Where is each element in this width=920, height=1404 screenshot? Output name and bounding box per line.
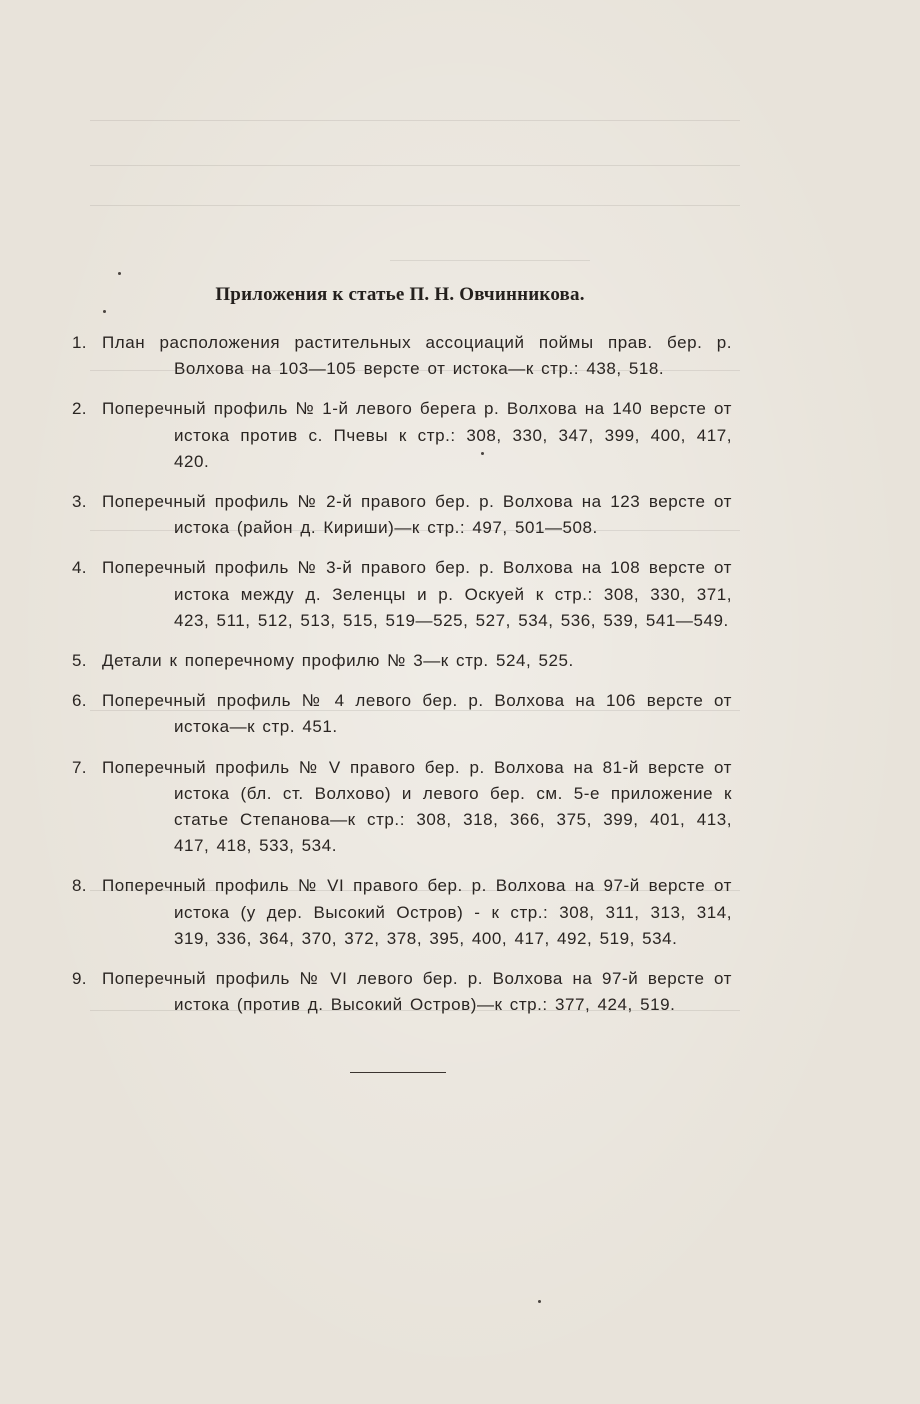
item-number: 1.	[72, 333, 87, 352]
item-text: Поперечный профиль № 1-й левого берега р. Волхова на 140 версте от истока против с. Пчевы к стр.: 308, 330, 347, 399, 400, 417, 420.	[102, 399, 732, 471]
list-item	[72, 648, 732, 674]
paper-speck	[103, 310, 106, 313]
item-number: 5.	[72, 651, 87, 671]
item-number: 4.	[72, 558, 87, 578]
item-number: 6.	[72, 691, 87, 711]
list-item	[72, 396, 732, 475]
list-item	[72, 688, 732, 740]
item-text: Детали к поперечному профилю № 3—к стр. 524, 525.	[102, 651, 574, 671]
item-text: Поперечный профиль № 3-й правого бер. р. Волхова на 108 версте от истока между д. Зеленцы и р. Оскуей к стр.: 308, 330, 371, 423, 511, 512, 513, 515, 519—525, 527, 534, 536, 539, 541—549.	[102, 558, 732, 630]
list-item	[72, 555, 732, 634]
list-item	[72, 755, 732, 860]
item-text: Поперечный профиль № 4 левого бер. р. Волхова на 106 версте от истока—к стр. 451.	[102, 691, 732, 737]
list-item	[72, 873, 732, 952]
list-item	[72, 489, 732, 541]
item-number: 7.	[72, 757, 87, 777]
page-title: Приложения к статье П. Н. Овчинникова.	[215, 284, 585, 305]
item-text: План расположения растительных ассоциаций поймы прав. бер. р. Волхова на 103—105 версте от истока—к стр.: 438, 518.	[102, 333, 732, 379]
item-number: 2.	[72, 399, 87, 419]
paper-speck	[538, 1300, 541, 1303]
list-item	[72, 330, 732, 382]
item-text: Поперечный профиль № 2-й правого бер. р. Волхова на 123 версте от истока (район д. Кириши)—к стр.: 497, 501—508.	[102, 492, 732, 538]
item-text: Поперечный профиль № VI правого бер. р. Волхова на 97-й версте от истока (у дер. Высокий Остров) - к стр.: 308, 311, 313, 314, 319, 336, 364, 370, 372, 378, 395, 400, 417, 492, 519, 534.	[102, 876, 732, 948]
item-number: 9.	[72, 969, 87, 989]
paper-speck	[118, 272, 121, 275]
item-number: 8.	[72, 876, 87, 896]
closing-rule	[350, 1072, 446, 1073]
item-number: 3.	[72, 492, 87, 512]
list-item	[72, 966, 732, 1018]
paper-speck	[481, 452, 484, 455]
item-text: Поперечный профиль № VI левого бер. р. Волхова на 97-й версте от истока (против д. Высокий Остров)—к стр.: 377, 424, 519.	[102, 969, 732, 1015]
item-text: Поперечный профиль № V правого бер. р. Волхова на 81-й версте от истока (бл. ст. Волхово) и левого бер. см. 5-е приложение к статье Степанова—к стр.: 308, 318, 366, 375, 399, 401, 413, 417, 418, 533, 534.	[102, 757, 732, 856]
appendix-list	[72, 330, 732, 1032]
